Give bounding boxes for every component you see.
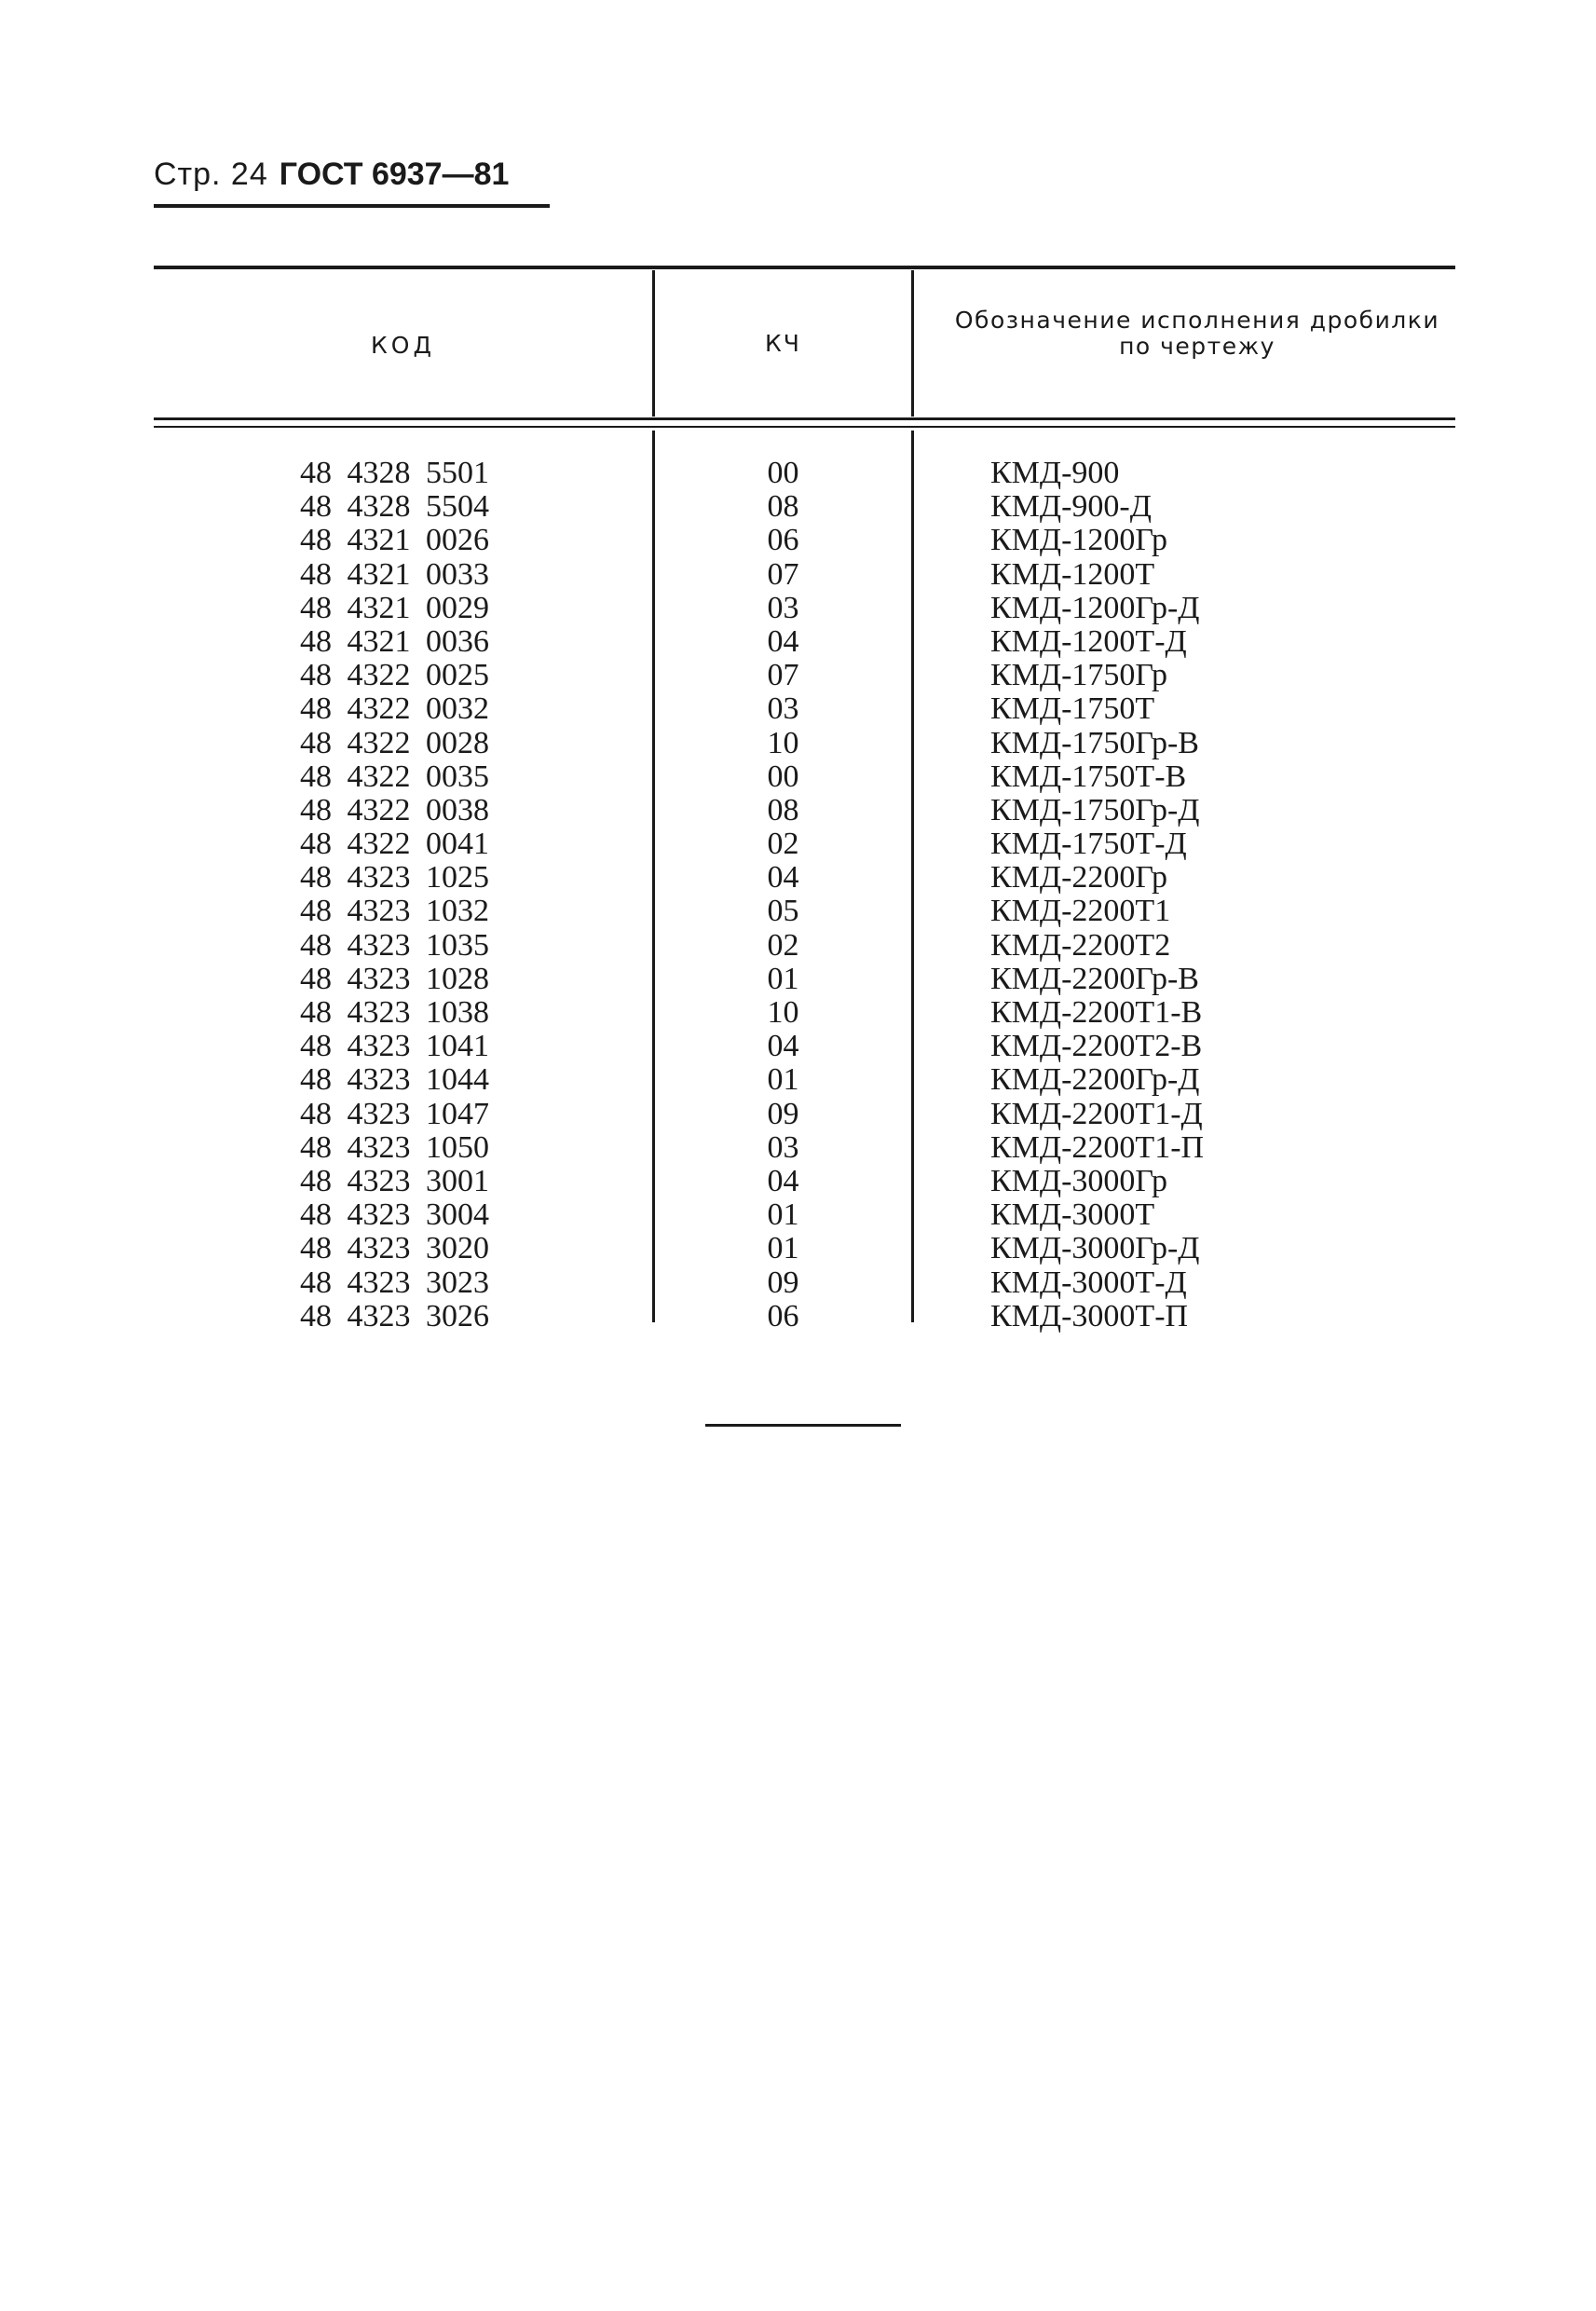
table-row [0,457,1596,490]
cell-code: 48 4322 0028 [300,725,489,760]
cell-designation: КМД-3000Т-Д [990,1265,1187,1300]
cell-kch: 04 [767,1029,799,1064]
cell-designation: КМД-1750Гр-В [990,725,1199,760]
table-body [0,457,1596,1333]
table-row [0,996,1596,1030]
cell-kch: 01 [767,1062,799,1098]
table-row [0,1030,1596,1063]
cell-code: 48 4322 0032 [300,691,489,727]
cell-kch: 03 [767,590,799,625]
table-row [0,1266,1596,1300]
cell-kch: 03 [767,691,799,727]
table-row [0,558,1596,592]
cell-kch: 05 [767,894,799,929]
cell-code: 48 4323 1050 [300,1129,489,1165]
cell-code: 48 4323 1047 [300,1096,489,1131]
column-header-kch: КЧ [765,330,801,357]
cell-designation: КМД-1750Гр-Д [990,792,1200,827]
cell-kch: 03 [767,1129,799,1165]
column-header-designation [932,308,1463,360]
cell-code: 48 4321 0026 [300,523,489,558]
cell-code: 48 4323 1032 [300,894,489,929]
cell-kch: 09 [767,1265,799,1300]
cell-kch: 00 [767,456,799,490]
column-header-code: КОД [371,332,435,359]
standard-designation: ГОСТ 6937—81 [279,157,510,192]
cell-designation: КМД-1750Гр [990,658,1167,693]
cell-designation: КМД-1750Т [990,691,1155,727]
cell-designation: КМД-2200Т1-Д [990,1096,1203,1131]
end-of-table-rule [705,1424,901,1427]
cell-code: 48 4323 3004 [300,1197,489,1233]
cell-code: 48 4323 1044 [300,1062,489,1098]
cell-code: 48 4322 0025 [300,658,489,693]
table-row [0,727,1596,760]
cell-designation: КМД-2200Т1 [990,894,1171,929]
column-header-designation-line2: по чертежу [1119,333,1275,360]
table-row [0,963,1596,996]
cell-kch: 01 [767,1197,799,1233]
cell-kch: 10 [767,995,799,1030]
cell-code: 48 4321 0029 [300,590,489,625]
table-row [0,794,1596,827]
cell-kch: 06 [767,1298,799,1333]
table-row [0,760,1596,794]
header-rule [154,204,550,208]
cell-designation: КМД-2200Т1-В [990,995,1203,1030]
cell-code: 48 4322 0038 [300,792,489,827]
cell-designation: КМД-2200Т2 [990,927,1171,963]
cell-code: 48 4323 3020 [300,1231,489,1266]
table-row [0,592,1596,625]
cell-kch: 06 [767,523,799,558]
cell-kch: 01 [767,1231,799,1266]
cell-code: 48 4323 1025 [300,860,489,896]
table-row [0,490,1596,524]
cell-designation: КМД-2200Гр [990,860,1167,896]
cell-code: 48 4328 5504 [300,489,489,525]
table-row [0,1063,1596,1097]
table-row [0,625,1596,659]
table-row [0,827,1596,861]
cell-code: 48 4323 1041 [300,1029,489,1064]
cell-designation: КМД-3000Гр-Д [990,1231,1200,1266]
column-divider-2-header [911,270,914,417]
cell-code: 48 4323 3001 [300,1163,489,1198]
cell-code: 48 4323 3023 [300,1265,489,1300]
table-row [0,895,1596,928]
cell-code: 48 4322 0035 [300,759,489,794]
cell-kch: 08 [767,792,799,827]
column-divider-1-header [652,270,655,417]
cell-code: 48 4323 3026 [300,1298,489,1333]
cell-code: 48 4328 5501 [300,456,489,490]
table-row [0,1232,1596,1265]
table-row [0,929,1596,963]
cell-kch: 09 [767,1096,799,1131]
cell-designation: КМД-900-Д [990,489,1152,525]
header-separator-rule-secondary [154,426,1455,428]
cell-kch: 04 [767,1163,799,1198]
page-header [154,157,509,193]
cell-code: 48 4321 0036 [300,623,489,659]
cell-code: 48 4323 1028 [300,961,489,996]
cell-designation: КМД-3000Т [990,1197,1155,1233]
cell-designation: КМД-1200Гр-Д [990,590,1200,625]
table-row [0,1300,1596,1333]
table-row [0,1165,1596,1198]
cell-kch: 08 [767,489,799,525]
cell-designation: КМД-900 [990,456,1120,490]
cell-designation: КМД-2200Т1-П [990,1129,1205,1165]
cell-designation: КМД-3000Т-П [990,1298,1189,1333]
cell-designation: КМД-1750Т-В [990,759,1187,794]
cell-kch: 10 [767,725,799,760]
table-row [0,659,1596,692]
header-separator-rule [154,417,1455,420]
cell-kch: 02 [767,927,799,963]
table-row [0,1131,1596,1165]
cell-designation: КМД-2200Т2-В [990,1029,1203,1064]
cell-kch: 04 [767,860,799,896]
table-top-rule [154,266,1455,269]
table-row [0,524,1596,557]
cell-designation: КМД-2200Гр-Д [990,1062,1200,1098]
cell-kch: 07 [767,556,799,592]
cell-kch: 04 [767,623,799,659]
cell-designation: КМД-1200Т [990,556,1155,592]
cell-kch: 07 [767,658,799,693]
cell-designation: КМД-3000Гр [990,1163,1167,1198]
table-row [0,1098,1596,1131]
cell-code: 48 4323 1035 [300,927,489,963]
table-row [0,861,1596,895]
cell-designation: КМД-1200Гр [990,523,1167,558]
cell-code: 48 4321 0033 [300,556,489,592]
cell-code: 48 4323 1038 [300,995,489,1030]
cell-designation: КМД-2200Гр-В [990,961,1199,996]
cell-code: 48 4322 0041 [300,827,489,862]
page-number: Стр. 24 [154,157,268,192]
table-row [0,1198,1596,1232]
cell-designation: КМД-1750Т-Д [990,827,1187,862]
cell-designation: КМД-1200Т-Д [990,623,1187,659]
table-row [0,692,1596,726]
cell-kch: 01 [767,961,799,996]
column-header-designation-line1: Обозначение исполнения дробилки [954,307,1440,334]
cell-kch: 02 [767,827,799,862]
cell-kch: 00 [767,759,799,794]
